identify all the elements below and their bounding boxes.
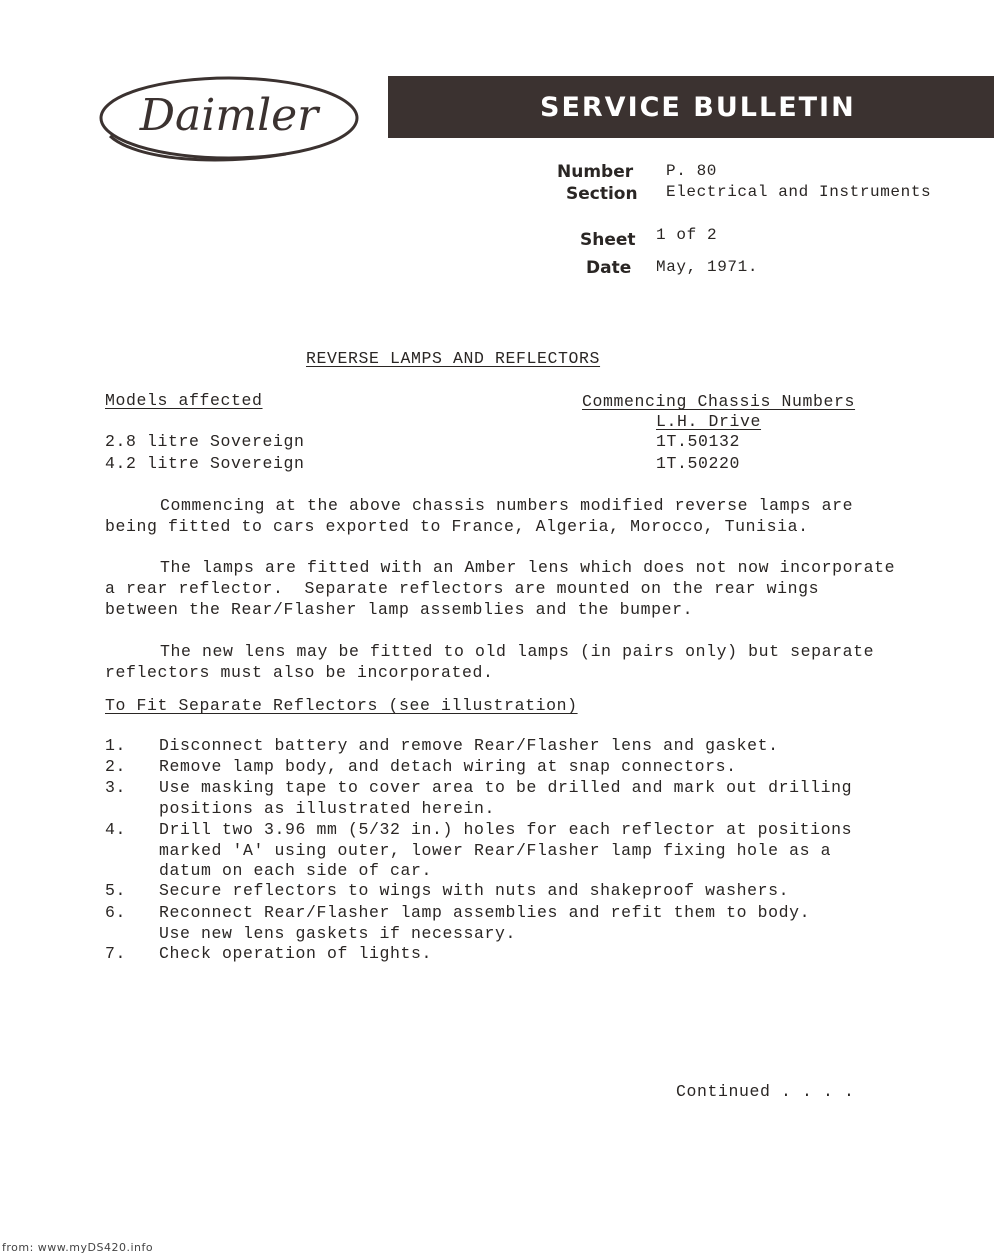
para-1-line-1: Commencing at the above chassis numbers modified reverse lamps are xyxy=(160,496,854,515)
date-label: Date xyxy=(586,258,632,278)
step-text-line: datum on each side of car. xyxy=(159,861,433,880)
section-label: Section xyxy=(566,184,638,204)
step-number: 4. xyxy=(105,820,127,839)
para-2-line-1: The lamps are fitted with an Amber lens which does not now incorporate xyxy=(160,558,896,577)
chassis-numbers-heading: Commencing Chassis Numbers xyxy=(582,392,856,411)
bulletin-title: REVERSE LAMPS AND REFLECTORS xyxy=(306,349,601,368)
model-row-1-name: 2.8 litre Sovereign xyxy=(105,432,305,451)
daimler-logo xyxy=(96,74,362,166)
continued-note: Continued . . . . xyxy=(676,1082,855,1101)
step-number: 2. xyxy=(105,757,127,776)
para-3-line-2: reflectors must also be incorporated. xyxy=(105,663,494,682)
model-row-2-chassis: 1T.50220 xyxy=(656,454,741,473)
step-text-line: Remove lamp body, and detach wiring at snap connectors. xyxy=(159,757,737,776)
source-footer: from: www.myDS420.info xyxy=(2,1241,154,1254)
step-number: 6. xyxy=(105,903,127,922)
para-3-line-1: The new lens may be fitted to old lamps (in pairs only) but separate xyxy=(160,642,875,661)
step-text-line: Disconnect battery and remove Rear/Flasher lens and gasket. xyxy=(159,736,779,755)
model-row-1-chassis: 1T.50132 xyxy=(656,432,741,451)
number-label: Number xyxy=(557,162,634,182)
step-text-line: Use masking tape to cover area to be drilled and mark out drilling xyxy=(159,778,853,797)
step-text-line: Drill two 3.96 mm (5/32 in.) holes for each reflector at positions xyxy=(159,820,853,839)
number-value: P. 80 xyxy=(666,162,718,180)
step-number: 7. xyxy=(105,944,127,963)
section-value: Electrical and Instruments xyxy=(666,183,932,201)
step-text-line: Check operation of lights. xyxy=(159,944,433,963)
date-value: May, 1971. xyxy=(656,258,759,276)
step-text-line: Secure reflectors to wings with nuts and shakeproof washers. xyxy=(159,881,790,900)
step-number: 5. xyxy=(105,881,127,900)
para-2-line-3: between the Rear/Flasher lamp assemblies and the bumper. xyxy=(105,600,694,619)
sheet-label: Sheet xyxy=(580,230,636,250)
logo-wordmark: Daimler xyxy=(139,90,319,141)
step-text-line: marked 'A' using outer, lower Rear/Flasher lamp fixing hole as a xyxy=(159,840,832,860)
procedure-heading: To Fit Separate Reflectors (see illustration) xyxy=(105,696,578,715)
lh-drive-heading: L.H. Drive xyxy=(656,412,762,431)
step-number: 1. xyxy=(105,736,127,755)
model-row-2-name: 4.2 litre Sovereign xyxy=(105,454,305,473)
sheet-value: 1 of 2 xyxy=(656,226,718,244)
step-text-line: positions as illustrated herein. xyxy=(159,798,496,818)
banner-title: SERVICE BULLETIN xyxy=(540,91,856,123)
step-number: 3. xyxy=(105,778,127,797)
step-text-line: Use new lens gaskets if necessary. xyxy=(159,923,517,943)
para-2-line-2: a rear reflector. Separate reflectors are mounted on the rear wings xyxy=(105,579,820,598)
models-affected-heading: Models affected xyxy=(105,391,263,410)
para-1-line-2: being fitted to cars exported to France, Algeria, Morocco, Tunisia. xyxy=(105,517,809,536)
step-text-line: Reconnect Rear/Flasher lamp assemblies and refit them to body. xyxy=(159,903,811,922)
